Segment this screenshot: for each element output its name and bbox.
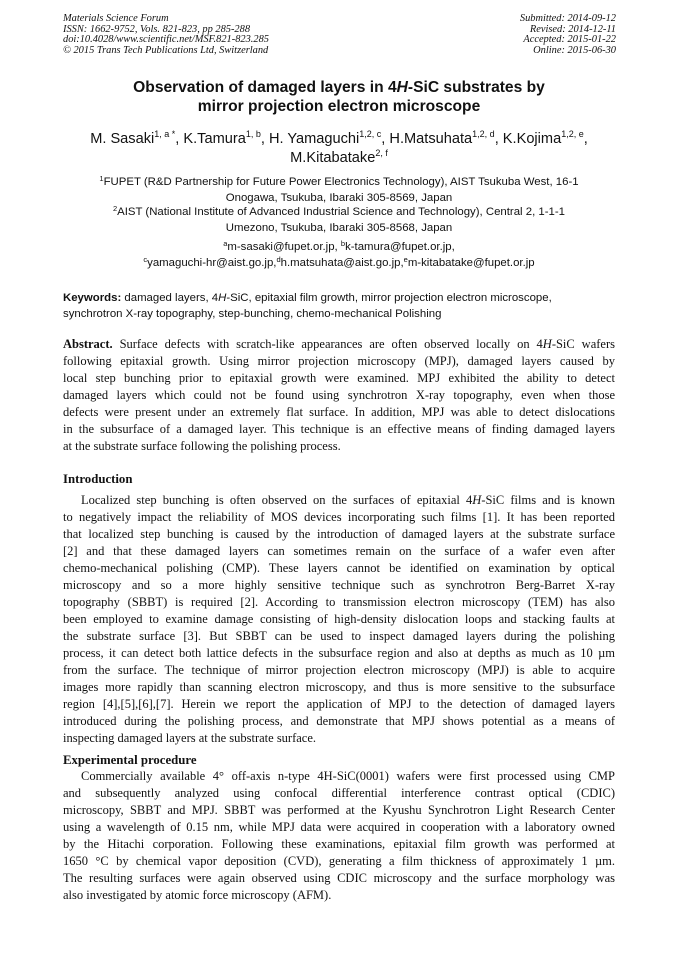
author-name: , K.Kojima: [494, 131, 562, 147]
keywords: Keywords: damaged layers, 4H-SiC, epitaxial film growth, mirror projection electron microscope, synchrotron X-ray topography, step-bunching, chemo-mechanical Polishing: [63, 292, 552, 320]
section-heading-introduction: Introduction: [63, 472, 133, 486]
copyright-line: © 2015 Trans Tech Publications Ltd, Switzerland: [63, 44, 269, 56]
author-list: [30, 130, 648, 168]
section-heading-experimental: Experimental procedure: [63, 753, 197, 767]
keywords-label: Keywords:: [63, 292, 122, 304]
author-name: , H. Yamaguchi: [260, 131, 360, 147]
email-link[interactable]: yamaguchi-hr@aist.go.jp,: [147, 256, 277, 269]
author-name: M. Sasaki: [90, 131, 155, 147]
affiliation-1: $^1$FUPET (R&D Partnership for Future Power Electronics Technology), AIST Tsukuba West, 16-1 Onogawa, Tsukuba, Ibaraki 305-8569, Japan: [99, 174, 579, 204]
email-link[interactable]: k-tamura@fupet.or.jp,: [345, 241, 455, 253]
accepted-date: Accepted: 2015-01-22: [523, 34, 616, 46]
abstract: Abstract. Surface defects with scratch-like appearances are often observed locally on 4H-SiC wafers following epitaxial growth. Using mirror projection microscopy (MPJ), damaged layers caused by local step bunching prior to epitaxial growth were examined. MPJ exhibited the ability to detect damaged layers which could not be found using synchrotron X-ray topography, even when those defects were present under an extremely flat surface. In addition, MPJ was able to detect dislocations in the subsurface of a damaged layer. This technique is an effective means of finding damaged layers at the substrate surface following the polishing process.: [63, 337, 615, 453]
paper-title: [40, 78, 638, 116]
author-line-1: M. Sasaki$^{1, a *}$, K.Tamura$^{1, b}$, H. Yamaguchi$^{1,2, c}$, H.Matsuhata$^{1,2, d}$, K.Kojima$^{1,2, e}$,: [90, 129, 588, 147]
revised-date: Revised: 2014-12-11: [529, 23, 616, 35]
email-link[interactable]: m-sasaki@fupet.or.jp,: [227, 241, 341, 253]
title-line-2: mirror projection electron microscope: [197, 98, 481, 115]
submitted-date: Submitted: 2014-09-12: [519, 13, 616, 24]
author-name: , K.Tamura: [175, 131, 246, 147]
journal-header-left: [63, 14, 269, 56]
experimental-paragraph: Commercially available 4° off-axis n-type 4H-SiC(0001) wafers were first processed using CMP and subsequently analyzed using confocal differential interference contrast optical (CDIC) microscopy, SBBT and MPJ. SBBT was performed at the Kyushu Synchrotron Light Research Center using a wavelength of 0.15 nm, while MPJ data were acquired in cooperation with a laboratory owned by the Hitachi corporation. Following these examinations, epitaxial film growth was performed at 1650 °C by chemical vapor deposition (CVD), generating a film thickness of approximately 1 µm. The resulting surfaces were again observed using CDIC microscopy and the surface morphology was also investigated by atomic force microscopy (AFM).: [63, 769, 615, 902]
email-list: $^a$m-sasaki@fupet.or.jp, $^b$k-tamura@fupet.or.jp, $^c$yamaguchi-hr@aist.go.jp,$^d$h.matsuhata@aist.go.jp,$^e$m-kitabatake@fupet.or.jp: [143, 239, 535, 269]
email-link[interactable]: h.matsuhata@aist.go.jp,: [280, 256, 404, 269]
author-name: M.Kitabatake: [290, 150, 376, 166]
author-name: , H.Matsuhata: [381, 131, 473, 147]
issn-line: ISSN: 1662-9752, Vols. 821-823, pp 285-288: [63, 23, 251, 35]
doi-line[interactable]: doi:10.4028/www.scientific.net/MSF.821-823.285: [63, 34, 269, 46]
abstract-label: Abstract.: [63, 337, 113, 351]
email-link[interactable]: m-kitabatake@fupet.or.jp: [407, 256, 535, 269]
journal-name: Materials Science Forum: [63, 13, 169, 24]
title-line-1: Observation of damaged layers in 4H-SiC substrates by: [133, 79, 545, 96]
author-line-2: M.Kitabatake$^{2, f}$: [290, 148, 388, 166]
online-date: Online: 2015-06-30: [533, 44, 616, 56]
journal-header-right: [520, 14, 616, 56]
affiliation-2: $^2$AIST (National Institute of Advanced Industrial Science and Technology), Central 2, 1-1-1 Umezono, Tsukuba, Ibaraki 305-8568, Japan: [112, 204, 566, 234]
introduction-paragraph: Localized step bunching is often observed on the surfaces of epitaxial 4H-SiC films and is known to negatively impact the reliability of MOS devices incorporating such films [1]. It has been reported that localized step bunching is caused by the introduction of damaged layers at the substrate surface [2] and that these damaged layers can sometimes remain on the surface of a wafer even after chemo-mechanical polishing (CMP). These layers cannot be identified on examination by optical microscopy and so a more highly sensitive technique such as synchrotron Berg-Barret X-ray topography (SBBT) is required [2]. According to transmission electron microscopy (TEM) has also been employed to examine damage consisting of high-density dislocation loops and stacking faults at the substrate surface [3]. But SBBT can be used to inspect damaged layers during the polishing process, it can detect both lattice defects in the subsurface region and also at depths as much as 10 µm from the surface. The technique of mirror projection electron microscopy (MPJ) is able to acquire images more rapidly than scanning electron microscopy, and thus is more sensitive to the subsurface region [4],[5],[6],[7]. Herein we report the application of MPJ to the detection of damaged layers introduced during the polishing process, and demonstrate that MPJ shows potential as a means of inspecting damaged layers at the substrate surface.: [63, 493, 615, 745]
